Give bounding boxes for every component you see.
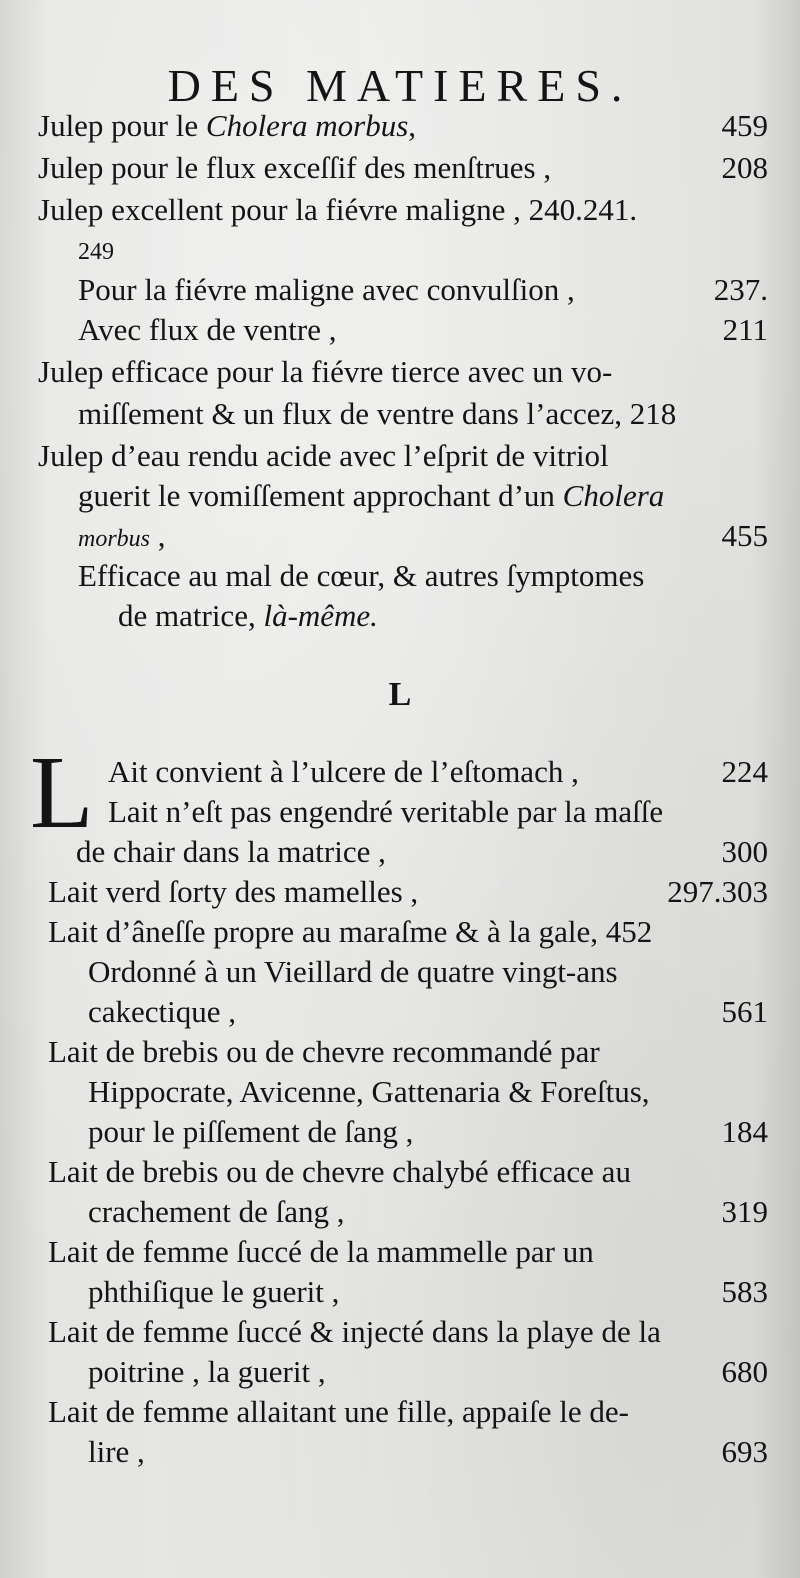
- section-letter: L: [388, 676, 412, 713]
- index-entry: Lait de femme ſuccé & injecté dans la playe de la: [48, 1314, 661, 1349]
- index-entry: Lait de brebis ou de chevre recommandé par: [48, 1034, 600, 1069]
- index-entry: Efficace au mal de cœur, & autres ſymptomes: [78, 558, 645, 593]
- page-number: 237.: [713, 272, 768, 307]
- index-entry: morbus ,: [78, 518, 166, 553]
- page-number: 680: [721, 1354, 768, 1389]
- page-number: 224: [721, 754, 768, 789]
- index-entry: de matrice, là-même.: [118, 598, 378, 633]
- page-number: 693: [721, 1434, 768, 1469]
- index-entry: Julep efficace pour la fiévre tierce avec un vo-: [38, 354, 613, 389]
- index-entry: poitrine , la guerit ,: [88, 1354, 326, 1389]
- index-entry: Lait n’eſt pas engendré veritable par la maſſe: [108, 794, 664, 829]
- index-entry: Lait de femme ſuccé de la mammelle par un: [48, 1234, 594, 1269]
- index-entry: miſſement & un flux de ventre dans l’accez, 218: [78, 396, 677, 431]
- index-entry: Lait de femme allaitant une fille, appaiſe le de-: [48, 1394, 629, 1429]
- index-entry: Avec flux de ventre ,: [78, 312, 337, 347]
- index-entry: Lait verd ſorty des mamelles ,: [48, 874, 419, 909]
- page-number: 459: [721, 108, 768, 143]
- page-header: DES MATIERES.: [167, 60, 633, 111]
- drop-cap: L: [30, 735, 94, 850]
- index-entry: Lait de brebis ou de chevre chalybé efficace au: [48, 1154, 631, 1189]
- index-entry: Julep excellent pour la fiévre maligne , 240.241.: [38, 192, 638, 227]
- index-entry: Hippocrate, Avicenne, Gattenaria & Foreſtus,: [88, 1074, 650, 1109]
- index-entry: Ait convient à l’ulcere de l’eſtomach ,: [108, 754, 579, 789]
- index-entry: Lait d’âneſſe propre au maraſme & à la gale, 452: [48, 914, 653, 949]
- index-entry: lire ,: [88, 1434, 145, 1469]
- index-entry: phthiſique le guerit ,: [88, 1274, 340, 1309]
- page-number: 455: [721, 518, 768, 553]
- index-entry: guerit le vomiſſement approchant d’un Cholera: [78, 478, 665, 513]
- index-entry: Pour la fiévre maligne avec convulſion ,: [78, 272, 575, 307]
- page-number: 561: [721, 994, 768, 1029]
- index-entry: pour le piſſement de ſang ,: [88, 1114, 414, 1149]
- page-number: 319: [721, 1194, 768, 1229]
- page-number: 300: [721, 834, 768, 869]
- index-entry: Ordonné à un Vieillard de quatre vingt-ans: [88, 954, 618, 989]
- index-entry: Julep pour le Cholera morbus,: [38, 108, 417, 143]
- page-number: 583: [721, 1274, 768, 1309]
- index-entry: Julep d’eau rendu acide avec l’eſprit de vitriol: [38, 438, 609, 473]
- index-entry: cakectique ,: [88, 994, 237, 1029]
- index-entry: 249: [78, 239, 114, 265]
- index-entry: Julep pour le flux exceſſif des menſtrues ,: [38, 150, 552, 185]
- index-entry: de chair dans la matrice ,: [76, 834, 386, 869]
- index-entry: crachement de ſang ,: [88, 1194, 345, 1229]
- page-number: 211: [722, 312, 768, 347]
- page-number: 297.303: [667, 874, 768, 909]
- page-number: 208: [721, 150, 768, 185]
- page-number: 184: [721, 1114, 768, 1149]
